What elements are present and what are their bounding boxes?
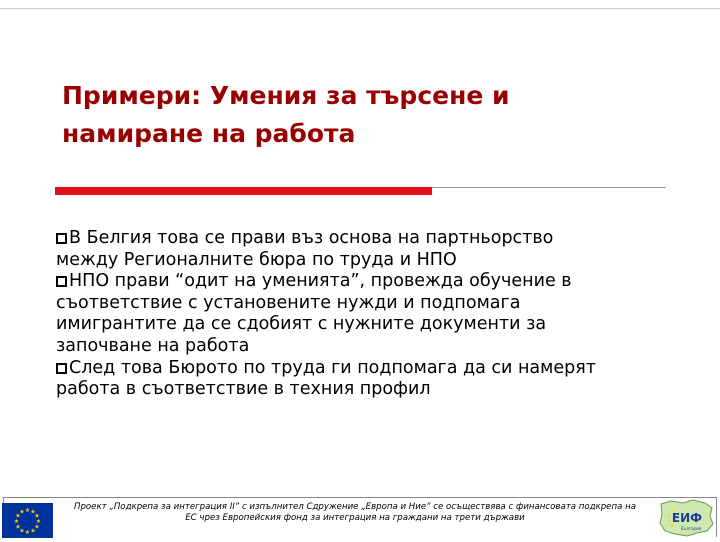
top-rule [0, 8, 720, 9]
eif-logo-subtext: България [680, 526, 702, 531]
svg-text:★: ★ [667, 518, 671, 523]
square-bullet-icon [56, 276, 67, 287]
svg-text:★: ★ [30, 527, 36, 535]
eif-logo [657, 498, 715, 538]
bullet-text: След това Бюрото по труда ги подпомага да си намерят [69, 357, 596, 378]
svg-text:★: ★ [30, 508, 36, 516]
bullet-item [56, 228, 686, 271]
svg-text:★: ★ [35, 518, 42, 525]
bullet-text: НПО прави “одит на уменията”, провежда обучение в [69, 271, 572, 292]
eu-flag-logo [2, 503, 53, 538]
title-divider-line [432, 187, 666, 188]
eu-stars-icon [2, 503, 53, 538]
bullet-line: работа в съответствие в техния профил [56, 379, 431, 400]
eif-logo-text: ЕИФ [671, 511, 703, 525]
svg-text:★: ★ [670, 508, 674, 513]
slide-title [62, 77, 682, 153]
footer-line-1: Проект „Подкрепа за интеграция II” с изпълнител Сдружение „Европа и Ние” се осъществява с финансовата подкрепа на [74, 502, 636, 512]
svg-text:★: ★ [667, 513, 671, 518]
bullet-line: съответствие с установените нужди и подпомага [56, 292, 521, 313]
title-accent-bar [55, 187, 432, 195]
square-bullet-icon [56, 363, 67, 374]
svg-text:★: ★ [670, 523, 674, 528]
svg-text:★: ★ [34, 523, 40, 531]
svg-text:★: ★ [15, 512, 21, 520]
bullet-text: В Белгия това се прави въз основа на партньорство [69, 228, 554, 248]
footer-line-2: ЕС чрез Европейския фонд за интеграция на граждани на трети държави [185, 513, 525, 523]
svg-text:★: ★ [19, 527, 25, 535]
bullet-line: между Регионалните бюра по труда и НПО [56, 249, 457, 270]
svg-text:★: ★ [13, 518, 20, 525]
bullet-line: имигрантите да се сдобият с нужните документи за [56, 314, 547, 335]
bullet-item [56, 271, 686, 357]
svg-text:★: ★ [24, 507, 31, 514]
svg-text:★: ★ [19, 508, 25, 516]
footer-funding-note [60, 502, 650, 524]
bullet-line [56, 228, 686, 250]
bullet-item [56, 358, 686, 401]
bullet-line: започване на работа [56, 335, 250, 356]
square-bullet-icon [56, 233, 67, 244]
bullet-list [56, 228, 686, 401]
bullet-line [56, 358, 686, 380]
svg-text:★: ★ [24, 529, 31, 536]
footer [0, 497, 720, 540]
svg-text:★: ★ [15, 523, 21, 531]
title-line-1: Примери: Умения за търсене и [62, 81, 510, 110]
svg-text:★: ★ [34, 512, 40, 520]
title-line-2: намиране на работа [62, 119, 356, 148]
eif-map-logo-icon [657, 498, 715, 538]
bullet-line [56, 271, 686, 293]
